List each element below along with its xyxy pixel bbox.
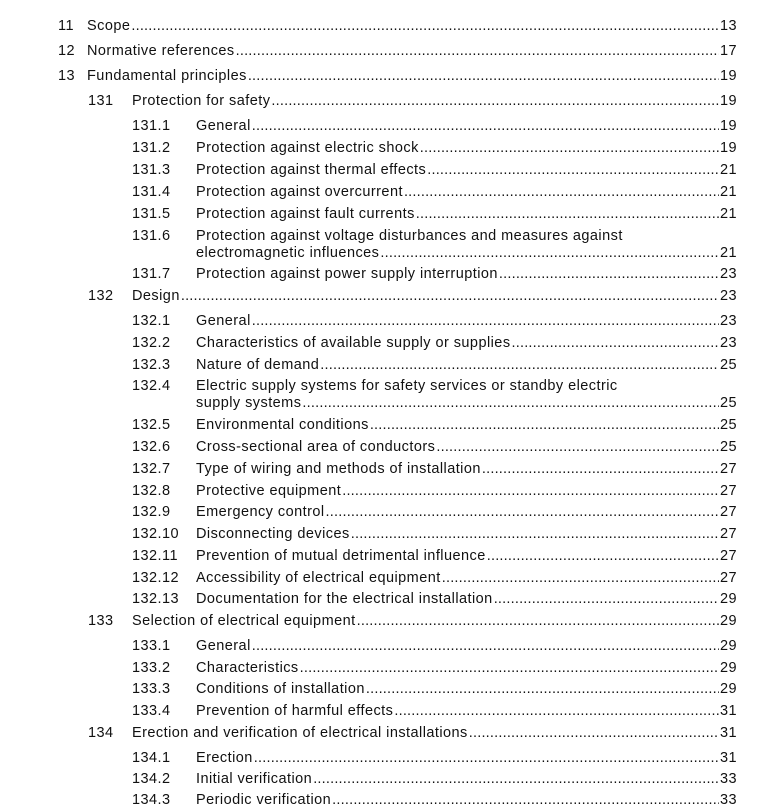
toc-entry-number: 12	[58, 43, 76, 59]
toc-entry-number: 131.7	[132, 266, 171, 282]
toc-entry-number: 132.9	[132, 504, 171, 520]
toc-entry-line	[196, 266, 737, 284]
toc-entry-title: Protection against electric shock	[196, 140, 419, 156]
toc-entry-page: 33	[719, 792, 737, 808]
toc-entry-page: 27	[719, 504, 737, 520]
toc-entry-title: Erection	[196, 750, 253, 766]
toc-entry-page: 21	[719, 184, 737, 200]
toc-entry-title: Disconnecting devices	[196, 526, 350, 542]
toc-entry-line	[196, 703, 737, 721]
toc-entry-line	[196, 681, 737, 699]
toc-entry-line	[196, 750, 737, 768]
dot-leader	[366, 681, 719, 697]
toc-entry-page: 13	[719, 18, 737, 34]
toc-entry-number: 133.1	[132, 638, 171, 654]
toc-entry-line	[196, 162, 737, 180]
dot-leader	[442, 570, 719, 586]
toc-entry-number: 134.3	[132, 792, 171, 808]
toc-entry-number: 133	[88, 613, 114, 629]
toc-entry-title: Accessibility of electrical equipment	[196, 570, 441, 586]
toc-entry-title: Type of wiring and methods of installation	[196, 461, 481, 477]
toc-entry-title: Nature of demand	[196, 357, 320, 373]
toc-entry-number: 132	[88, 288, 114, 304]
toc-entry-line	[196, 417, 737, 435]
toc-entry-number: 133.3	[132, 681, 171, 697]
toc-entry-line	[196, 118, 737, 136]
toc-entry-page: 19	[719, 118, 737, 134]
toc-entry-title: Emergency control	[196, 504, 325, 520]
toc-entry-number: 131.3	[132, 162, 171, 178]
toc-entry-line	[196, 313, 737, 331]
toc-entry-line	[196, 439, 737, 457]
dot-leader	[271, 93, 719, 109]
toc-entry-number: 131	[88, 93, 114, 109]
dot-leader	[416, 206, 719, 222]
toc-entry-title: Normative references	[87, 43, 235, 59]
toc-entry-number: 131.1	[132, 118, 171, 134]
toc-entry-title: Prevention of harmful effects	[196, 703, 394, 719]
dot-leader	[370, 417, 719, 433]
toc-entry-number: 131.4	[132, 184, 171, 200]
dot-leader	[469, 725, 719, 741]
toc-entry-line	[132, 725, 737, 743]
toc-entry-page: 29	[719, 613, 737, 629]
toc-entry-page: 23	[719, 335, 737, 351]
dot-leader	[252, 118, 719, 134]
toc-entry-line	[132, 93, 737, 111]
dot-leader	[181, 288, 719, 304]
toc-entry-number: 132.1	[132, 313, 171, 329]
toc-entry-line	[196, 792, 737, 810]
toc-entry-title: General	[196, 638, 251, 654]
toc-entry-number: 131.2	[132, 140, 171, 156]
dot-leader	[512, 335, 719, 351]
dot-leader	[313, 771, 719, 787]
toc-entry-title: Fundamental principles	[87, 68, 247, 84]
toc-entry-page: 23	[719, 288, 737, 304]
toc-entry-page: 23	[719, 266, 737, 282]
toc-entry-title: Protection against power supply interruption	[196, 266, 498, 282]
toc-entry-title: Conditions of installation	[196, 681, 365, 697]
toc-entry-title: Prevention of mutual detrimental influence	[196, 548, 486, 564]
dot-leader	[248, 68, 719, 84]
toc-entry-line	[196, 591, 737, 609]
toc-entry-title: Protection against thermal effects	[196, 162, 427, 178]
toc-entry-page: 31	[719, 750, 737, 766]
toc-entry-line	[87, 18, 737, 36]
toc-entry-title-continued: supply systems	[196, 395, 302, 411]
dot-leader	[427, 162, 719, 178]
toc-entry-number: 132.8	[132, 483, 171, 499]
toc-entry-page: 31	[719, 703, 737, 719]
toc-entry-line	[196, 245, 737, 263]
toc-entry-page: 19	[719, 140, 737, 156]
toc-entry-number: 132.2	[132, 335, 171, 351]
toc-entry-page: 33	[719, 771, 737, 787]
toc-entry-title: Environmental conditions	[196, 417, 369, 433]
toc-entry-line	[196, 638, 737, 656]
dot-leader	[487, 548, 719, 564]
dot-leader	[420, 140, 719, 156]
toc-entry-number: 132.3	[132, 357, 171, 373]
toc-entry-number: 133.4	[132, 703, 171, 719]
dot-leader	[394, 703, 719, 719]
toc-entry-title: General	[196, 313, 251, 329]
dot-leader	[436, 439, 719, 455]
toc-entry-line	[196, 483, 737, 501]
toc-entry-page: 25	[719, 439, 737, 455]
toc-entry-title: Characteristics of available supply or supplies	[196, 335, 511, 351]
toc-entry-title: Protection against overcurrent	[196, 184, 403, 200]
toc-entry-title: Erection and verification of electrical installations	[132, 725, 468, 741]
toc-entry-page: 19	[719, 68, 737, 84]
toc-entry-line	[196, 660, 737, 678]
dot-leader	[302, 395, 719, 411]
toc-entry-line	[87, 68, 737, 86]
dot-leader	[236, 43, 719, 59]
toc-entry-page: 21	[719, 206, 737, 222]
dot-leader	[326, 504, 719, 520]
toc-entry-number: 132.11	[132, 548, 178, 564]
toc-entry-title: Characteristics	[196, 660, 299, 676]
toc-entry-line	[196, 395, 737, 413]
toc-entry-number: 132.10	[132, 526, 180, 542]
toc-entry-number: 132.13	[132, 591, 180, 607]
toc-entry-page: 25	[719, 417, 737, 433]
toc-entry-title: Protection for safety	[132, 93, 271, 109]
toc-entry-number: 132.12	[132, 570, 180, 586]
toc-entry-page: 27	[719, 570, 737, 586]
toc-entry-line	[132, 288, 737, 306]
side-watermark	[772, 660, 784, 750]
dot-leader	[342, 483, 719, 499]
toc-entry-page: 19	[719, 93, 737, 109]
toc-entry-number: 13	[58, 68, 76, 84]
toc-entry-page: 25	[719, 395, 737, 411]
dot-leader	[380, 245, 719, 261]
dot-leader	[482, 461, 719, 477]
dot-leader	[499, 266, 719, 282]
toc-entry-page: 29	[719, 681, 737, 697]
toc-entry-number: 11	[58, 18, 74, 34]
toc-entry-number: 134.1	[132, 750, 171, 766]
toc-entry-line	[196, 140, 737, 158]
dot-leader	[254, 750, 719, 766]
toc-entry-line	[196, 570, 737, 588]
toc-entry-page: 31	[719, 725, 737, 741]
toc-entry-page: 25	[719, 357, 737, 373]
toc-entry-number: 132.5	[132, 417, 171, 433]
toc-entry-number: 131.5	[132, 206, 171, 222]
toc-entry-line	[196, 357, 737, 375]
dot-leader	[351, 526, 719, 542]
dot-leader	[252, 638, 719, 654]
dot-leader	[357, 613, 719, 629]
toc-entry-line	[87, 43, 737, 61]
toc-entry-title: Initial verification	[196, 771, 313, 787]
toc-entry-page: 23	[719, 313, 737, 329]
toc-entry-line	[196, 184, 737, 202]
toc-entry-line	[196, 504, 737, 522]
toc-entry-title: General	[196, 118, 251, 134]
toc-entry-line	[196, 548, 737, 566]
toc-entry-line	[132, 613, 737, 631]
dot-leader	[252, 313, 719, 329]
toc-entry-title-continued: electromagnetic influences	[196, 245, 380, 261]
toc-entry-line	[196, 206, 737, 224]
toc-entry-page: 29	[719, 638, 737, 654]
toc-entry-number: 131.6	[132, 228, 171, 244]
toc-entry-title: Electric supply systems for safety services or standby electric	[196, 378, 618, 394]
dot-leader	[300, 660, 719, 676]
toc-entry-page: 27	[719, 483, 737, 499]
toc-entry-page: 27	[719, 526, 737, 542]
toc-entry-title: Scope	[87, 18, 131, 34]
toc-entry-line	[196, 461, 737, 479]
toc-entry-number: 132.6	[132, 439, 171, 455]
toc-entry-title: Selection of electrical equipment	[132, 613, 356, 629]
toc-entry-page: 29	[719, 660, 737, 676]
dot-leader	[320, 357, 719, 373]
toc-entry-number: 133.2	[132, 660, 171, 676]
toc-entry-title: Periodic verification	[196, 792, 332, 808]
toc-entry-title: Protection against fault currents	[196, 206, 415, 222]
dot-leader	[131, 18, 719, 34]
toc-entry-line	[196, 335, 737, 353]
toc-entry-title: Protection against voltage disturbances and measures against	[196, 228, 623, 244]
toc-entry-page: 29	[719, 591, 737, 607]
toc-entry-page: 21	[719, 245, 737, 261]
toc-entry-line	[196, 526, 737, 544]
toc-entry-title: Protective equipment	[196, 483, 342, 499]
toc-entry-title: Design	[132, 288, 180, 304]
dot-leader	[494, 591, 719, 607]
toc-entry-title: Cross-sectional area of conductors	[196, 439, 436, 455]
toc-entry-line	[196, 771, 737, 789]
toc-entry-page: 27	[719, 461, 737, 477]
toc-entry-number: 134	[88, 725, 114, 741]
dot-leader	[332, 792, 719, 808]
toc-entry-number: 132.4	[132, 378, 171, 394]
toc-entry-number: 134.2	[132, 771, 171, 787]
toc-entry-number: 132.7	[132, 461, 171, 477]
toc-entry-page: 27	[719, 548, 737, 564]
toc-entry-page: 21	[719, 162, 737, 178]
toc-entry-page: 17	[719, 43, 737, 59]
dot-leader	[404, 184, 719, 200]
toc-entry-title: Documentation for the electrical installation	[196, 591, 493, 607]
